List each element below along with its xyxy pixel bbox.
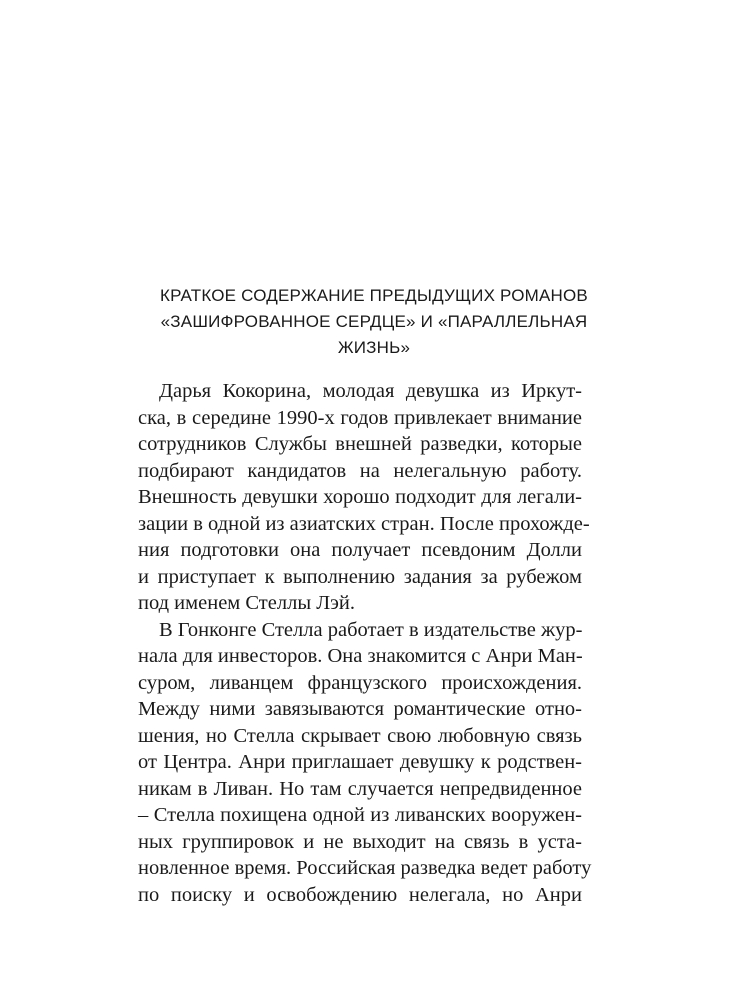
text-line: ска, в середине 1990-х годов привлекает внимание — [138, 406, 582, 429]
paragraph-2 — [138, 617, 592, 909]
text-line: шения, но Стелла скрывает свою любовную связь — [138, 724, 582, 747]
heading-line: ЖИЗНЬ» — [337, 338, 411, 357]
text-line: суром, ливанцем французского происхождения. — [138, 671, 582, 694]
section-heading — [130, 283, 618, 361]
text-line: подбирают кандидатов на нелегальную работу. — [138, 459, 582, 482]
text-line: – Стелла похищена одной из ливанских вооружен- — [138, 804, 582, 826]
text-line: зации в одной из азиатских стран. После прохожде- — [138, 512, 590, 535]
heading-line: «ЗАШИФРОВАННОЕ СЕРДЦЕ» И «ПАРАЛЛЕЛЬНАЯ — [160, 312, 588, 331]
text-line: В Гонконге Стелла работает в издательстве жур- — [159, 618, 583, 641]
text-line: Внешность девушки хорошо подходит для легали- — [138, 486, 582, 508]
text-line: новленное время. Российская разведка ведет работу — [138, 857, 592, 879]
text-line: по поиску и освобождению нелегала, но Анри — [138, 883, 582, 906]
text-line: ных группировок и не выходит на связь в уста- — [138, 830, 582, 853]
text-line: от Центра. Анри приглашает девушку к родствен- — [138, 751, 582, 773]
text-line: нала для инвесторов. Она знакомится с Анри Ман- — [138, 645, 583, 667]
text-line: ния подготовки она получает псевдоним Долли — [138, 539, 582, 561]
text-line: Между ними завязываются романтические отно- — [138, 698, 582, 720]
paragraph-1 — [138, 378, 590, 617]
heading-line: КРАТКОЕ СОДЕРЖАНИЕ ПРЕДЫДУЩИХ РОМАНОВ — [160, 286, 588, 305]
text-line: сотрудников Службы внешней разведки, которые — [138, 433, 582, 455]
text-line: под именем Стеллы Лэй. — [138, 592, 356, 614]
text-line: Дарья Кокорина, молодая девушка из Иркут- — [159, 380, 582, 402]
text-line: никам в Ливан. Но там случается непредвиденное — [138, 777, 582, 800]
body-text — [138, 378, 592, 908]
text-line: и приступает к выполнению задания за рубежом — [138, 565, 582, 588]
